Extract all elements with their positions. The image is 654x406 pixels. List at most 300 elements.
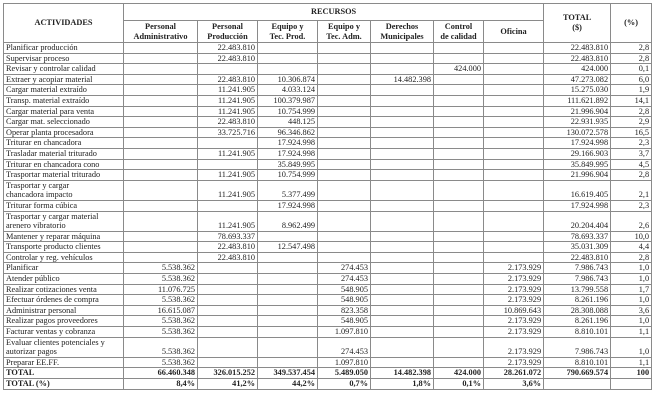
- table-cell: [434, 53, 484, 64]
- table-cell: 274.453: [318, 274, 371, 285]
- table-cell: [434, 231, 484, 242]
- table-cell: 35.849.995: [258, 159, 318, 170]
- table-cell: [371, 316, 434, 327]
- table-cell: 2.173.929: [484, 263, 544, 274]
- col-personal-produccion: Personal Producción: [198, 21, 258, 43]
- table-cell: [434, 316, 484, 327]
- table-cell: [484, 170, 544, 181]
- table-cell: 41,2%: [198, 379, 258, 390]
- table-cell: 7.986.743: [544, 263, 611, 274]
- table-cell: 13.799.558: [544, 284, 611, 295]
- activity-label: Cargar material extraído: [4, 85, 124, 96]
- table-cell: 78.693.337: [198, 231, 258, 242]
- table-cell: [258, 231, 318, 242]
- table-cell: 11.076.725: [124, 284, 198, 295]
- table-cell: 22.483.810: [544, 43, 611, 54]
- table-cell: [124, 138, 198, 149]
- table-cell: [434, 159, 484, 170]
- table-cell: [318, 170, 371, 181]
- table-cell: [124, 106, 198, 117]
- table-cell: [544, 379, 611, 390]
- table-cell: [371, 138, 434, 149]
- table-row: [4, 295, 652, 306]
- table-cell: 14.482.398: [371, 368, 434, 379]
- table-cell: [318, 159, 371, 170]
- table-cell: [258, 43, 318, 54]
- table-cell: 14,1: [611, 95, 652, 106]
- table-cell: [434, 274, 484, 285]
- table-cell: 7.986.743: [544, 337, 611, 357]
- table-cell: [484, 138, 544, 149]
- table-cell: [434, 295, 484, 306]
- table-cell: [318, 200, 371, 211]
- table-cell: [318, 231, 371, 242]
- activity-label: Cargar material para venta: [4, 106, 124, 117]
- table-cell: [484, 252, 544, 263]
- table-cell: 1,1: [611, 327, 652, 338]
- table-body: [4, 43, 652, 390]
- table-cell: 35.031.309: [544, 242, 611, 253]
- table-cell: 823.358: [318, 305, 371, 316]
- table-cell: [434, 85, 484, 96]
- table-cell: [198, 337, 258, 357]
- table-cell: [124, 159, 198, 170]
- table-cell: [484, 211, 544, 231]
- table-cell: 16.619.405: [544, 180, 611, 200]
- table-cell: 17.924.998: [544, 200, 611, 211]
- table-cell: 349.537.454: [258, 368, 318, 379]
- table-cell: [371, 53, 434, 64]
- table-cell: [434, 127, 484, 138]
- table-cell: 78.693.337: [544, 231, 611, 242]
- activity-label: Realizar pagos proveedores: [4, 316, 124, 327]
- table-cell: 548.905: [318, 316, 371, 327]
- table-cell: 22.483.810: [198, 252, 258, 263]
- table-cell: 12.547.498: [258, 242, 318, 253]
- table-row: [4, 284, 652, 295]
- table-cell: 35.849.995: [544, 159, 611, 170]
- table-cell: 7.986.743: [544, 274, 611, 285]
- activity-label: Trasportar y cargar chancadora impacto: [4, 180, 124, 200]
- table-cell: [434, 43, 484, 54]
- table-cell: 4.033.124: [258, 85, 318, 96]
- table-cell: [434, 170, 484, 181]
- table-cell: [434, 337, 484, 357]
- table-cell: [484, 64, 544, 75]
- table-cell: [371, 337, 434, 357]
- table-cell: 2,6: [611, 211, 652, 231]
- table-cell: 2.173.929: [484, 274, 544, 285]
- table-row: [4, 211, 652, 231]
- table-cell: [484, 53, 544, 64]
- table-cell: [434, 242, 484, 253]
- table-cell: 2,8: [611, 53, 652, 64]
- table-row: [4, 274, 652, 285]
- activity-label: Transp. material extraído: [4, 95, 124, 106]
- table-cell: 8.962.499: [258, 211, 318, 231]
- table-cell: 3,7: [611, 148, 652, 159]
- table-cell: 4,5: [611, 159, 652, 170]
- activity-cost-table: [3, 3, 652, 390]
- table-cell: [318, 180, 371, 200]
- activity-label: Supervisar proceso: [4, 53, 124, 64]
- table-cell: [371, 117, 434, 128]
- table-cell: [371, 95, 434, 106]
- activity-label: Operar planta procesadora: [4, 127, 124, 138]
- table-cell: [258, 316, 318, 327]
- activity-label: Transporte producto clientes: [4, 242, 124, 253]
- activity-label: Triturar en chancadora: [4, 138, 124, 149]
- col-control-calidad: Control de calidad: [434, 21, 484, 43]
- table-cell: 17.924.998: [544, 138, 611, 149]
- table-cell: [434, 305, 484, 316]
- table-cell: 8.261.196: [544, 316, 611, 327]
- table-cell: [434, 106, 484, 117]
- table-cell: [484, 117, 544, 128]
- table-cell: 2.173.929: [484, 337, 544, 357]
- table-cell: 47.273.082: [544, 74, 611, 85]
- table-cell: 8.810.101: [544, 357, 611, 368]
- table-cell: 17.924.998: [258, 200, 318, 211]
- table-row: [4, 43, 652, 54]
- table-cell: 10.306.874: [258, 74, 318, 85]
- table-cell: 424.000: [434, 64, 484, 75]
- col-equipo-tec-adm: Equipo y Tec. Adm.: [318, 21, 371, 43]
- table-cell: 22.931.935: [544, 117, 611, 128]
- table-cell: [434, 74, 484, 85]
- table-cell: 1,0: [611, 316, 652, 327]
- activities-header: ACTIVIDADES: [4, 4, 124, 43]
- table-cell: [434, 252, 484, 263]
- table-cell: 1.097.810: [318, 327, 371, 338]
- table-cell: [198, 295, 258, 306]
- table-cell: [484, 95, 544, 106]
- activity-label: Efectuar órdenes de compra: [4, 295, 124, 306]
- table-cell: [434, 148, 484, 159]
- table-cell: [124, 180, 198, 200]
- table-cell: 424.000: [434, 368, 484, 379]
- table-cell: [124, 170, 198, 181]
- table-cell: [484, 148, 544, 159]
- table-row: [4, 200, 652, 211]
- table-cell: 22.483.810: [198, 53, 258, 64]
- table-cell: 1,1: [611, 357, 652, 368]
- table-row: [4, 64, 652, 75]
- table-cell: [371, 357, 434, 368]
- table-cell: [318, 95, 371, 106]
- table-cell: [434, 263, 484, 274]
- table-cell: [198, 327, 258, 338]
- table-cell: 448.125: [258, 117, 318, 128]
- table-cell: 1,0: [611, 295, 652, 306]
- table-cell: 2.173.929: [484, 295, 544, 306]
- table-row: [4, 337, 652, 357]
- table-cell: [124, 95, 198, 106]
- table-cell: [484, 242, 544, 253]
- table-cell: 22.483.810: [198, 74, 258, 85]
- total-row: [4, 379, 652, 390]
- table-cell: [124, 85, 198, 96]
- table-cell: 22.483.810: [198, 43, 258, 54]
- table-cell: [484, 127, 544, 138]
- table-cell: [484, 85, 544, 96]
- table-cell: [434, 180, 484, 200]
- table-cell: 3,6%: [484, 379, 544, 390]
- table-cell: [371, 327, 434, 338]
- table-cell: 274.453: [318, 263, 371, 274]
- table-cell: 4,4: [611, 242, 652, 253]
- table-cell: 2,8: [611, 252, 652, 263]
- table-cell: [198, 316, 258, 327]
- table-cell: 2.173.929: [484, 284, 544, 295]
- table-cell: [484, 180, 544, 200]
- percent-header: (%): [611, 4, 652, 43]
- table-row: [4, 180, 652, 200]
- table-row: [4, 148, 652, 159]
- table-cell: [434, 327, 484, 338]
- table-cell: 21.996.904: [544, 106, 611, 117]
- table-cell: [434, 117, 484, 128]
- table-cell: [124, 200, 198, 211]
- table-cell: 11.241.905: [198, 85, 258, 96]
- table-cell: 21.996.904: [544, 170, 611, 181]
- table-cell: 1,7: [611, 284, 652, 295]
- table-cell: [124, 231, 198, 242]
- activity-label: Triturar en chancadora cono: [4, 159, 124, 170]
- activity-label: Trasladar material triturado: [4, 148, 124, 159]
- table-cell: [371, 242, 434, 253]
- table-row: [4, 53, 652, 64]
- table-row: [4, 85, 652, 96]
- activity-label: Realizar cotizaciones venta: [4, 284, 124, 295]
- table-cell: [124, 74, 198, 85]
- table-cell: [124, 64, 198, 75]
- table-cell: 0,1%: [434, 379, 484, 390]
- table-cell: [198, 138, 258, 149]
- table-cell: 0,1: [611, 64, 652, 75]
- table-cell: [258, 305, 318, 316]
- col-derechos-municipales: Derechos Municipales: [371, 21, 434, 43]
- table-cell: 11.241.905: [198, 95, 258, 106]
- table-cell: [371, 295, 434, 306]
- table-cell: 29.166.903: [544, 148, 611, 159]
- table-cell: 790.669.574: [544, 368, 611, 379]
- table-cell: [434, 200, 484, 211]
- table-row: [4, 305, 652, 316]
- table-cell: [611, 379, 652, 390]
- table-cell: [258, 295, 318, 306]
- table-cell: 10.869.643: [484, 305, 544, 316]
- col-personal-administrativo: Personal Administrativo: [124, 21, 198, 43]
- table-cell: [124, 252, 198, 263]
- table-cell: 2,3: [611, 200, 652, 211]
- table-cell: 1,0: [611, 337, 652, 357]
- table-row: [4, 127, 652, 138]
- table-cell: 15.275.030: [544, 85, 611, 96]
- table-cell: 5.538.362: [124, 295, 198, 306]
- table-cell: [124, 242, 198, 253]
- table-cell: 5.538.362: [124, 357, 198, 368]
- table-row: [4, 327, 652, 338]
- table-cell: [258, 337, 318, 357]
- table-cell: [371, 211, 434, 231]
- table-cell: 11.241.905: [198, 170, 258, 181]
- table-cell: [371, 170, 434, 181]
- table-cell: [371, 85, 434, 96]
- activity-label: Triturar forma cúbica: [4, 200, 124, 211]
- table-cell: [318, 148, 371, 159]
- table-cell: 2,9: [611, 117, 652, 128]
- table-cell: [371, 127, 434, 138]
- table-cell: 100.379.987: [258, 95, 318, 106]
- table-cell: [198, 305, 258, 316]
- table-row: [4, 138, 652, 149]
- table-cell: [318, 53, 371, 64]
- table-cell: [484, 200, 544, 211]
- table-cell: [318, 74, 371, 85]
- table-cell: [318, 138, 371, 149]
- table-cell: [124, 148, 198, 159]
- table-cell: 11.241.905: [198, 211, 258, 231]
- table-cell: [258, 64, 318, 75]
- activity-label: Atender público: [4, 274, 124, 285]
- table-cell: 10,0: [611, 231, 652, 242]
- table-cell: [198, 284, 258, 295]
- table-cell: 5.489.050: [318, 368, 371, 379]
- table-cell: [484, 43, 544, 54]
- table-cell: 11.241.905: [198, 148, 258, 159]
- table-row: [4, 357, 652, 368]
- table-cell: 16,5: [611, 127, 652, 138]
- table-cell: [258, 53, 318, 64]
- table-cell: 17.924.998: [258, 138, 318, 149]
- table-cell: [434, 357, 484, 368]
- table-cell: 2,8: [611, 170, 652, 181]
- table-cell: 1,9: [611, 85, 652, 96]
- table-cell: [258, 284, 318, 295]
- table-cell: [318, 85, 371, 96]
- table-cell: [318, 127, 371, 138]
- table-cell: [258, 327, 318, 338]
- table-cell: 22.483.810: [198, 117, 258, 128]
- table-cell: 22.483.810: [544, 252, 611, 263]
- table-row: [4, 231, 652, 242]
- table-cell: 17.924.998: [258, 148, 318, 159]
- table-cell: [318, 242, 371, 253]
- activity-label: Preparar EE.FF.: [4, 357, 124, 368]
- table-cell: 5.538.362: [124, 263, 198, 274]
- table-cell: 8.810.101: [544, 327, 611, 338]
- table-cell: 424.000: [544, 64, 611, 75]
- table-cell: [371, 180, 434, 200]
- table-cell: [198, 357, 258, 368]
- activity-label: TOTAL: [4, 368, 124, 379]
- table-cell: [371, 43, 434, 54]
- table-cell: 11.241.905: [198, 180, 258, 200]
- table-cell: 1,8%: [371, 379, 434, 390]
- table-cell: [434, 95, 484, 106]
- table-cell: 66.460.348: [124, 368, 198, 379]
- table-cell: [371, 159, 434, 170]
- table-cell: [484, 106, 544, 117]
- table-cell: [124, 211, 198, 231]
- table-cell: [198, 159, 258, 170]
- table-cell: 100: [611, 368, 652, 379]
- table-cell: 1,0: [611, 274, 652, 285]
- table-cell: [258, 252, 318, 263]
- activity-label: Mantener y reparar máquina: [4, 231, 124, 242]
- col-oficina: Oficina: [484, 21, 544, 43]
- table-cell: 1,0: [611, 263, 652, 274]
- table-row: [4, 117, 652, 128]
- table-row: [4, 252, 652, 263]
- table-cell: [124, 127, 198, 138]
- table-cell: 5.538.362: [124, 274, 198, 285]
- activity-label: Cargar mat. seleccionado: [4, 117, 124, 128]
- table-cell: 548.905: [318, 284, 371, 295]
- col-equipo-tec-prod: Equipo y Tec. Prod.: [258, 21, 318, 43]
- activity-label: Revisar y controlar calidad: [4, 64, 124, 75]
- table-cell: 28.261.072: [484, 368, 544, 379]
- table-cell: 548.905: [318, 295, 371, 306]
- table-row: [4, 170, 652, 181]
- table-cell: [318, 211, 371, 231]
- resources-header: RECURSOS: [124, 4, 544, 21]
- table-cell: 14.482.398: [371, 74, 434, 85]
- table-row: [4, 95, 652, 106]
- table-cell: 2,1: [611, 180, 652, 200]
- activity-label: Evaluar clientes potenciales y autorizar pagos: [4, 337, 124, 357]
- table-cell: 2,8: [611, 106, 652, 117]
- table-cell: 130.072.578: [544, 127, 611, 138]
- table-cell: 2.173.929: [484, 316, 544, 327]
- table-cell: [198, 263, 258, 274]
- table-cell: 3,6: [611, 305, 652, 316]
- table-cell: 22.483.810: [544, 53, 611, 64]
- table-cell: [318, 117, 371, 128]
- table-cell: 5.377.499: [258, 180, 318, 200]
- table-row: [4, 242, 652, 253]
- table-cell: 5.538.362: [124, 327, 198, 338]
- activity-label: Planificar producción: [4, 43, 124, 54]
- table-cell: 5.538.362: [124, 337, 198, 357]
- activity-label: Controlar y reg. vehículos: [4, 252, 124, 263]
- activity-label: Planificar: [4, 263, 124, 274]
- table-cell: 2,8: [611, 43, 652, 54]
- table-cell: 111.621.892: [544, 95, 611, 106]
- table-cell: [318, 252, 371, 263]
- table-cell: [124, 43, 198, 54]
- table-cell: 96.346.862: [258, 127, 318, 138]
- table-cell: [434, 138, 484, 149]
- table-cell: [124, 53, 198, 64]
- table-cell: 22.483.810: [198, 242, 258, 253]
- table-cell: 11.241.905: [198, 106, 258, 117]
- table-cell: [434, 211, 484, 231]
- table-cell: 28.308.088: [544, 305, 611, 316]
- total-row: [4, 368, 652, 379]
- table-cell: [484, 159, 544, 170]
- table-cell: [371, 305, 434, 316]
- table-cell: [318, 64, 371, 75]
- table-cell: [371, 263, 434, 274]
- table-row: [4, 74, 652, 85]
- table-cell: [484, 231, 544, 242]
- table-cell: [318, 106, 371, 117]
- activity-label: Extraer y acopiar material: [4, 74, 124, 85]
- table-cell: [484, 74, 544, 85]
- table-cell: [371, 274, 434, 285]
